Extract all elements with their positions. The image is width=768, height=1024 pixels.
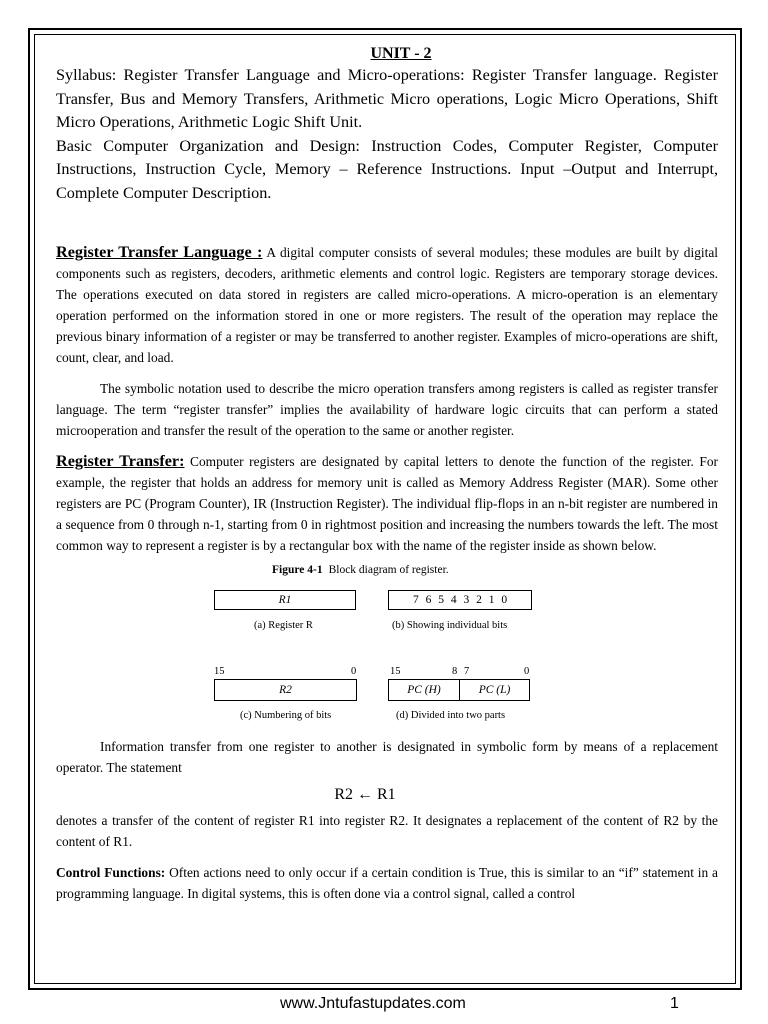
figure-title: Block diagram of register. [328,563,449,576]
label-b: (b) Showing individual bits [392,619,508,631]
bit-8: 8 [452,665,458,677]
rt-heading: Register Transfer: [56,451,185,470]
pc-low-box: PC (L) [459,679,530,701]
rtl-paragraph [56,242,718,368]
register-r2-box: R2 [214,679,357,701]
control-paragraph [56,862,718,904]
rtl-text: A digital computer consists of several modules; these modules are built by digital components such as registers, decoders, arithmetic elements and control logic. Registers are temporary storage devices. The operations executed on data stored in registers are called micro-operations. A micro-operation is an elementary operation performed on the information stored in one or more registers. The result of the operation may replace the previous binary information of a register or may be transferred to another register. Examples of micro-operations are shift, count, clear, and load. [56,244,719,365]
unit-title: UNIT - 2 [370,45,432,62]
symbolic-paragraph: The symbolic notation used to describe the micro operation transfers among registers is called as register transfer language. The term “register transfer” implies the availability of hardware logic circuits that can perform a stated microoperation and transfer the result of the operation to the same or another register. [56,380,718,438]
rt-paragraph [56,451,718,556]
transfer-formula: R2 ← R1 [334,785,396,803]
label-d: (d) Divided into two parts [396,709,506,721]
bit-0-left: 0 [351,665,357,677]
label-a: (a) Register R [254,619,313,631]
rt-text: Computer registers are designated by capital letters to denote the function of the register. For example, the register that holds an address for memory unit is called as Memory Address Register (MAR). Some other registers are PC (Program Counter), IR (Instruction Register). The individual flip-flops in an n-bit register are numbered in a sequence from 0 through n-1, starting from 0 in rightmost position and increasing the numbers towards the left. The most common way to represent a register is by a rectangular box with the name of the register inside as shown below. [56,453,718,553]
syllabus-paragraph-1: Syllabus: Register Transfer Language and Micro-operations: Register Transfer language. Register Transfer, Bus and Memory Transfers, Arithmetic Micro operations, Logic Micro Operations, Shift Micro Operations, Arithmetic Logic Shift Unit. [56,66,718,132]
pc-high-box: PC (H) [388,679,460,701]
bit-15-right: 15 [390,665,401,677]
bit-15-left: 15 [214,665,225,677]
info-paragraph: Information transfer from one register to another is designated in symbolic form by means of a replacement operator. The statement [56,738,718,775]
register-figure [214,564,544,734]
control-heading: Control Functions: [56,864,166,880]
control-text: Often actions need to only occur if a certain condition is True, this is similar to an “if” statement in a programming language. In digital systems, this is often done via a control signal, called a control [56,864,718,901]
register-r1-box: R1 [214,590,356,610]
figure-number: Figure 4-1 [272,563,323,576]
rtl-heading: Register Transfer Language : [56,242,263,261]
bit-0-right: 0 [524,665,530,677]
denotes-paragraph: denotes a transfer of the content of register R1 into register R2. It designates a replacement of the content of R2 by the content of R1. [56,812,718,849]
register-bits-box: 7 6 5 4 3 2 1 0 [388,590,532,610]
figure-caption [272,564,449,576]
syllabus-paragraph-2: Basic Computer Organization and Design: Instruction Codes, Computer Register, Computer Instructions, Instruction Cycle, Memory – Reference Instructions. Input –Output and Interrupt, Complete Computer Description. [56,136,718,202]
bit-7: 7 [464,665,470,677]
page-number: 1 [670,995,679,1012]
footer-url: www.Jntufastupdates.com [280,995,466,1012]
page-content [56,44,718,904]
label-c: (c) Numbering of bits [240,709,332,721]
